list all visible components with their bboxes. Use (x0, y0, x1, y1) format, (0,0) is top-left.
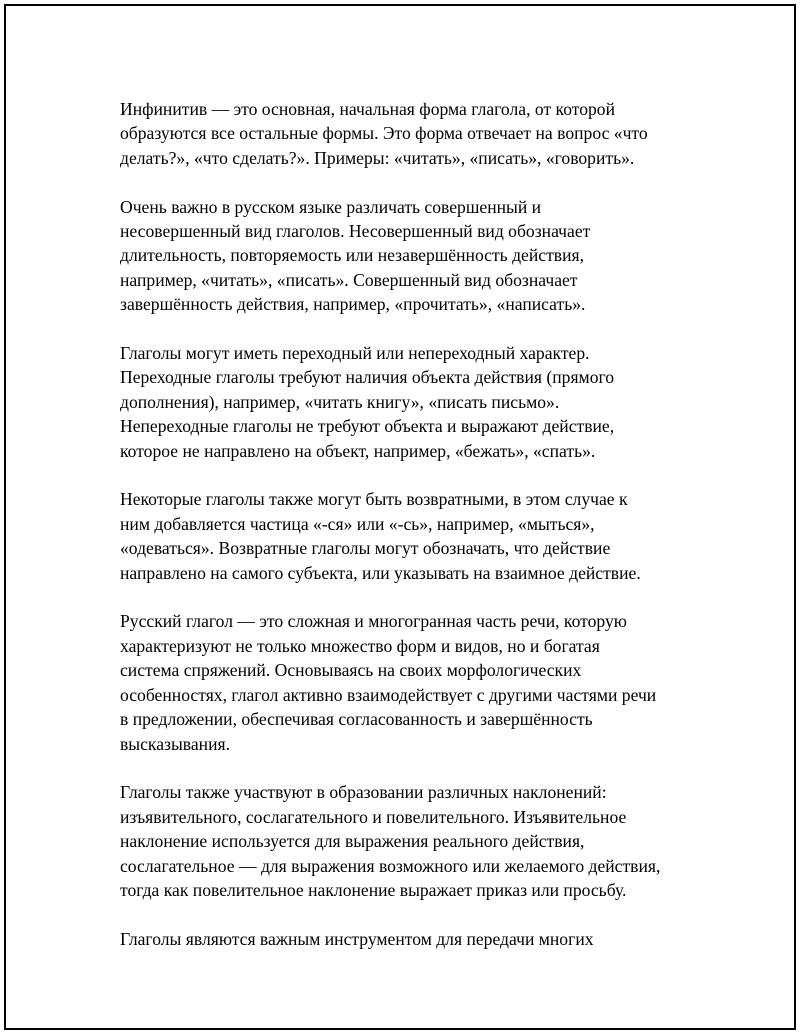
paragraph-verb-overview: Русский глагол — это сложная и многогранная часть речи, которую характеризуют не только множество форм и видов, но и богатая система спряжений. Основываясь на своих морфологических особенностях, глагол активно взаимодействует с другими частями речи в предложении, обеспечивая согласованность и завершённость высказывания. (120, 611, 657, 754)
paragraph-transitivity: Глаголы могут иметь переходный или непереходный характер. Переходные глаголы требуют наличия объекта действия (прямого дополнения), например, «читать книгу», «писать письмо». Непереходные глаголы не требуют объекта и выражают действие, которое не направлено на объект, например, «бежать», «спать». (120, 343, 615, 461)
paragraph-aspect: Очень важно в русском языке различать совершенный и несовершенный вид глаголов. Несовершенный вид обозначает длительность, повторяемость или незавершённость действия, например, «читать», «писать». Совершенный вид обозначает завершённость действия, например, «прочитать», «написать». (120, 196, 591, 315)
paragraph-moods: Глаголы также участвуют в образовании различных наклонений: изъявительного, сослагательного и повелительного. Изъявительное наклонение используется для выражения реального действия, сослагательное — для выражения возможного или желаемого действия, тогда как повелительное наклонение выражает приказ или просьбу. (120, 782, 661, 900)
paragraph-conclusion-start: Глаголы являются важным инструментом для передачи многих (120, 928, 594, 949)
paragraph-infinitive: Инфинитив — это основная, начальная форма глагола, от которой образуются все остальные формы. Это форма отвечает на вопрос «что делать?», «что сделать?». Примеры: «читать», «писать», «говорить». (120, 99, 648, 168)
document-body (120, 97, 710, 976)
page-frame (4, 4, 796, 1030)
paragraph-reflexive: Некоторые глаголы также могут быть возвратными, в этом случае к ним добавляется частица «-ся» или «-сь», например, «мыться», «одеваться». Возвратные глаголы могут обозначать, что действие направлено на самого субъекта, или указывать на взаимное действие. (120, 489, 641, 583)
